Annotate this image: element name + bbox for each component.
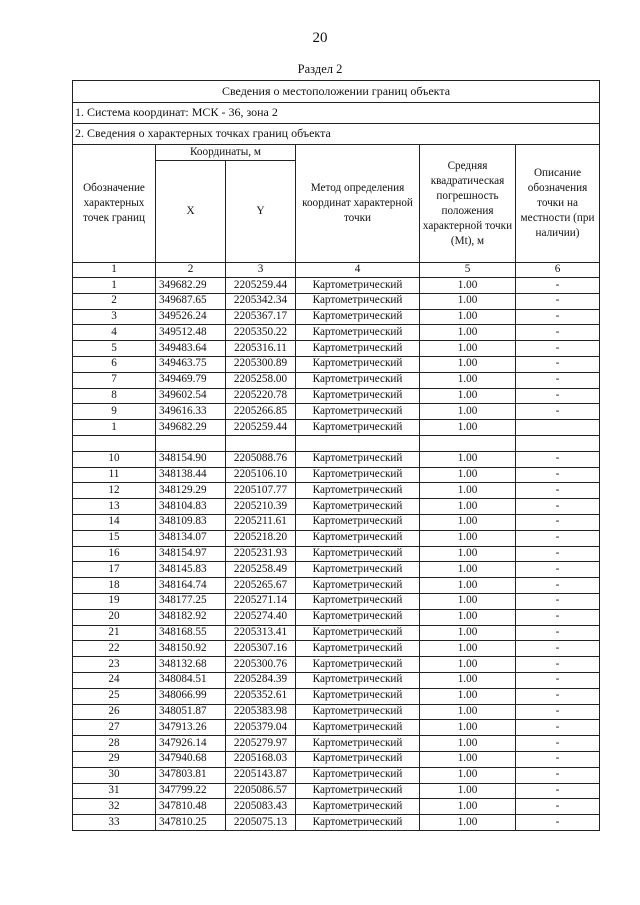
table-row [73,467,600,483]
error-cell: 1.00 [420,514,516,530]
header-method: Метод определения координат характерной точки [296,145,420,263]
error-cell: 1.00 [420,341,516,357]
y-coordinate-cell: 2205143.87 [226,767,296,783]
error-cell: 1.00 [420,356,516,372]
header-coordinates: Координаты, м [156,145,296,161]
method-cell: Картометрический [296,372,420,388]
point-number-cell: 32 [73,799,156,815]
blank-row [73,435,600,451]
section-label: Раздел 2 [297,62,343,76]
y-coordinate-cell: 2205266.85 [226,404,296,420]
table-row [73,388,600,404]
y-coordinate-cell: 2205350.22 [226,325,296,341]
y-coordinate-cell: 2205088.76 [226,451,296,467]
point-number-cell: 29 [73,751,156,767]
x-coordinate-cell: 349682.29 [156,278,226,294]
method-cell: Картометрический [296,499,420,515]
error-cell: 1.00 [420,325,516,341]
table-row [73,704,600,720]
column-number: 2 [156,263,226,278]
x-coordinate-cell: 348138.44 [156,467,226,483]
error-cell: 1.00 [420,625,516,641]
y-coordinate-cell: 2205316.11 [226,341,296,357]
table-row [73,325,600,341]
method-cell: Картометрический [296,625,420,641]
description-cell: - [516,467,600,483]
y-coordinate-cell: 2205259.44 [226,420,296,436]
description-cell: - [516,451,600,467]
x-coordinate-cell: 348154.90 [156,451,226,467]
error-cell: 1.00 [420,420,516,436]
method-cell: Картометрический [296,451,420,467]
error-cell: 1.00 [420,278,516,294]
error-cell: 1.00 [420,657,516,673]
table-row [73,578,600,594]
blank-cell [516,435,600,451]
error-cell: 1.00 [420,799,516,815]
table-row [73,657,600,673]
description-cell: - [516,562,600,578]
table-row [73,451,600,467]
description-cell: - [516,483,600,499]
header-x: X [156,161,226,263]
error-cell: 1.00 [420,372,516,388]
description-cell: - [516,657,600,673]
point-number-cell: 25 [73,688,156,704]
x-coordinate-cell: 349512.48 [156,325,226,341]
coord-system-row [73,103,600,124]
point-number-cell: 7 [73,372,156,388]
x-coordinate-cell: 349469.79 [156,372,226,388]
table-row [73,783,600,799]
method-cell: Картометрический [296,341,420,357]
point-number-cell: 18 [73,578,156,594]
table-title-row [73,81,600,103]
points-title-text: 2. Сведения о характерных точках границ объекта [73,124,600,145]
method-cell: Картометрический [296,546,420,562]
table-row [73,720,600,736]
table-row [73,546,600,562]
method-cell: Картометрический [296,420,420,436]
blank-cell [296,435,420,451]
method-cell: Картометрический [296,815,420,831]
method-cell: Картометрический [296,736,420,752]
point-number-cell: 14 [73,514,156,530]
error-cell: 1.00 [420,530,516,546]
blank-cell [420,435,516,451]
description-cell: - [516,688,600,704]
method-cell: Картометрический [296,278,420,294]
header-designation: Обозначение характерных точек границ [73,145,156,263]
method-cell: Картометрический [296,325,420,341]
point-number-cell: 21 [73,625,156,641]
point-number-cell: 6 [73,356,156,372]
description-cell: - [516,341,600,357]
y-coordinate-cell: 2205342.34 [226,293,296,309]
x-coordinate-cell: 348129.29 [156,483,226,499]
error-cell: 1.00 [420,688,516,704]
table-row [73,625,600,641]
x-coordinate-cell: 348084.51 [156,672,226,688]
method-cell: Картометрический [296,672,420,688]
method-cell: Картометрический [296,720,420,736]
table-row [73,736,600,752]
point-number-cell: 8 [73,388,156,404]
error-cell: 1.00 [420,767,516,783]
y-coordinate-cell: 2205265.67 [226,578,296,594]
method-cell: Картометрический [296,404,420,420]
x-coordinate-cell: 347940.68 [156,751,226,767]
table-row [73,751,600,767]
error-cell: 1.00 [420,451,516,467]
method-cell: Картометрический [296,578,420,594]
method-cell: Картометрический [296,783,420,799]
y-coordinate-cell: 2205220.78 [226,388,296,404]
description-cell: - [516,546,600,562]
x-coordinate-cell: 348132.68 [156,657,226,673]
point-number-cell: 3 [73,309,156,325]
description-cell: - [516,783,600,799]
x-coordinate-cell: 348150.92 [156,641,226,657]
point-number-cell: 15 [73,530,156,546]
error-cell: 1.00 [420,641,516,657]
x-coordinate-cell: 349526.24 [156,309,226,325]
table-row [73,404,600,420]
error-cell: 1.00 [420,593,516,609]
point-number-cell: 20 [73,609,156,625]
y-coordinate-cell: 2205210.39 [226,499,296,515]
description-cell: - [516,372,600,388]
coord-system-text: 1. Система координат: МСК - 36, зона 2 [73,103,600,124]
point-number-cell: 1 [73,278,156,294]
x-coordinate-cell: 349463.75 [156,356,226,372]
method-cell: Картометрический [296,799,420,815]
method-cell: Картометрический [296,593,420,609]
description-cell: - [516,672,600,688]
error-cell: 1.00 [420,609,516,625]
error-cell: 1.00 [420,751,516,767]
table-row [73,815,600,831]
y-coordinate-cell: 2205258.49 [226,562,296,578]
y-coordinate-cell: 2205231.93 [226,546,296,562]
method-cell: Картометрический [296,309,420,325]
description-cell: - [516,325,600,341]
y-coordinate-cell: 2205367.17 [226,309,296,325]
y-coordinate-cell: 2205284.39 [226,672,296,688]
table-row [73,499,600,515]
description-cell: - [516,356,600,372]
y-coordinate-cell: 2205211.61 [226,514,296,530]
point-number-cell: 19 [73,593,156,609]
blank-cell [226,435,296,451]
header-y: Y [226,161,296,263]
point-number-cell: 17 [73,562,156,578]
x-coordinate-cell: 348109.83 [156,514,226,530]
table-row [73,530,600,546]
point-number-cell: 5 [73,341,156,357]
error-cell: 1.00 [420,309,516,325]
y-coordinate-cell: 2205379.04 [226,720,296,736]
x-coordinate-cell: 349687.65 [156,293,226,309]
x-coordinate-cell: 349483.64 [156,341,226,357]
table-row [73,641,600,657]
point-number-cell: 23 [73,657,156,673]
description-cell: - [516,751,600,767]
column-number: 4 [296,263,420,278]
column-number-row [73,263,600,278]
y-coordinate-cell: 2205106.10 [226,467,296,483]
y-coordinate-cell: 2205307.16 [226,641,296,657]
point-number-cell: 11 [73,467,156,483]
y-coordinate-cell: 2205086.57 [226,783,296,799]
table-row [73,514,600,530]
description-cell: - [516,625,600,641]
x-coordinate-cell: 348168.55 [156,625,226,641]
method-cell: Картометрический [296,356,420,372]
header-error: Средняя квадратическая погрешность положения характерной точки (Mt), м [420,145,516,263]
x-coordinate-cell: 348164.74 [156,578,226,594]
description-cell: - [516,293,600,309]
table-row [73,609,600,625]
points-title-row [73,124,600,145]
error-cell: 1.00 [420,783,516,799]
table-row [73,688,600,704]
point-number-cell: 27 [73,720,156,736]
table-body [73,81,600,831]
y-coordinate-cell: 2205279.97 [226,736,296,752]
description-cell: - [516,578,600,594]
description-cell: - [516,641,600,657]
error-cell: 1.00 [420,704,516,720]
description-cell: - [516,278,600,294]
x-coordinate-cell: 349616.33 [156,404,226,420]
column-number: 6 [516,263,600,278]
header-row-1 [73,145,600,161]
x-coordinate-cell: 348104.83 [156,499,226,515]
x-coordinate-cell: 348145.83 [156,562,226,578]
y-coordinate-cell: 2205313.41 [226,625,296,641]
point-number-cell: 9 [73,404,156,420]
error-cell: 1.00 [420,293,516,309]
y-coordinate-cell: 2205259.44 [226,278,296,294]
y-coordinate-cell: 2205274.40 [226,609,296,625]
description-cell: - [516,736,600,752]
method-cell: Картометрический [296,483,420,499]
table-row [73,309,600,325]
boundary-table [72,80,600,831]
x-coordinate-cell: 348051.87 [156,704,226,720]
x-coordinate-cell: 348182.92 [156,609,226,625]
description-cell: - [516,388,600,404]
x-coordinate-cell: 347810.48 [156,799,226,815]
x-coordinate-cell: 348066.99 [156,688,226,704]
table-row [73,372,600,388]
x-coordinate-cell: 348177.25 [156,593,226,609]
table-row [73,483,600,499]
error-cell: 1.00 [420,720,516,736]
error-cell: 1.00 [420,388,516,404]
x-coordinate-cell: 348134.07 [156,530,226,546]
y-coordinate-cell: 2205383.98 [226,704,296,720]
blank-cell [73,435,156,451]
error-cell: 1.00 [420,499,516,515]
description-cell [516,420,600,436]
blank-cell [156,435,226,451]
x-coordinate-cell: 349602.54 [156,388,226,404]
y-coordinate-cell: 2205168.03 [226,751,296,767]
x-coordinate-cell: 347799.22 [156,783,226,799]
error-cell: 1.00 [420,815,516,831]
point-number-cell: 30 [73,767,156,783]
y-coordinate-cell: 2205218.20 [226,530,296,546]
column-number: 1 [73,263,156,278]
method-cell: Картометрический [296,530,420,546]
x-coordinate-cell: 347803.81 [156,767,226,783]
point-number-cell: 2 [73,293,156,309]
description-cell: - [516,704,600,720]
description-cell: - [516,309,600,325]
error-cell: 1.00 [420,578,516,594]
method-cell: Картометрический [296,562,420,578]
y-coordinate-cell: 2205083.43 [226,799,296,815]
header-description: Описание обозначения точки на местности (при наличии) [516,145,600,263]
column-number: 5 [420,263,516,278]
point-number-cell: 4 [73,325,156,341]
method-cell: Картометрический [296,609,420,625]
point-number-cell: 10 [73,451,156,467]
description-cell: - [516,593,600,609]
description-cell: - [516,404,600,420]
point-number-cell: 12 [73,483,156,499]
method-cell: Картометрический [296,704,420,720]
y-coordinate-cell: 2205271.14 [226,593,296,609]
y-coordinate-cell: 2205300.76 [226,657,296,673]
x-coordinate-cell: 347810.25 [156,815,226,831]
description-cell: - [516,799,600,815]
point-number-cell: 26 [73,704,156,720]
description-cell: - [516,767,600,783]
x-coordinate-cell: 349682.29 [156,420,226,436]
table-row [73,672,600,688]
error-cell: 1.00 [420,404,516,420]
point-number-cell: 33 [73,815,156,831]
point-number-cell: 28 [73,736,156,752]
table-row [73,767,600,783]
y-coordinate-cell: 2205075.13 [226,815,296,831]
method-cell: Картометрический [296,767,420,783]
point-number-cell: 22 [73,641,156,657]
y-coordinate-cell: 2205107.77 [226,483,296,499]
table-row [73,293,600,309]
x-coordinate-cell: 348154.97 [156,546,226,562]
point-number-cell: 13 [73,499,156,515]
method-cell: Картометрический [296,688,420,704]
description-cell: - [516,514,600,530]
x-coordinate-cell: 347913.26 [156,720,226,736]
y-coordinate-cell: 2205258.00 [226,372,296,388]
error-cell: 1.00 [420,672,516,688]
table-title: Сведения о местоположении границ объекта [73,81,600,103]
description-cell: - [516,609,600,625]
table-row [73,341,600,357]
y-coordinate-cell: 2205300.89 [226,356,296,372]
table-row [73,356,600,372]
page-number: 20 [312,30,328,46]
description-cell: - [516,815,600,831]
method-cell: Картометрический [296,514,420,530]
point-number-cell: 16 [73,546,156,562]
error-cell: 1.00 [420,483,516,499]
point-number-cell: 1 [73,420,156,436]
method-cell: Картометрический [296,657,420,673]
method-cell: Картометрический [296,293,420,309]
x-coordinate-cell: 347926.14 [156,736,226,752]
description-cell: - [516,720,600,736]
y-coordinate-cell: 2205352.61 [226,688,296,704]
error-cell: 1.00 [420,736,516,752]
error-cell: 1.00 [420,546,516,562]
table-row [73,562,600,578]
description-cell: - [516,499,600,515]
method-cell: Картометрический [296,751,420,767]
description-cell: - [516,530,600,546]
table-row [73,593,600,609]
table-row [73,420,600,436]
method-cell: Картометрический [296,467,420,483]
method-cell: Картометрический [296,388,420,404]
column-number: 3 [226,263,296,278]
error-cell: 1.00 [420,467,516,483]
method-cell: Картометрический [296,641,420,657]
table-row [73,799,600,815]
error-cell: 1.00 [420,562,516,578]
point-number-cell: 31 [73,783,156,799]
point-number-cell: 24 [73,672,156,688]
table-row [73,278,600,294]
